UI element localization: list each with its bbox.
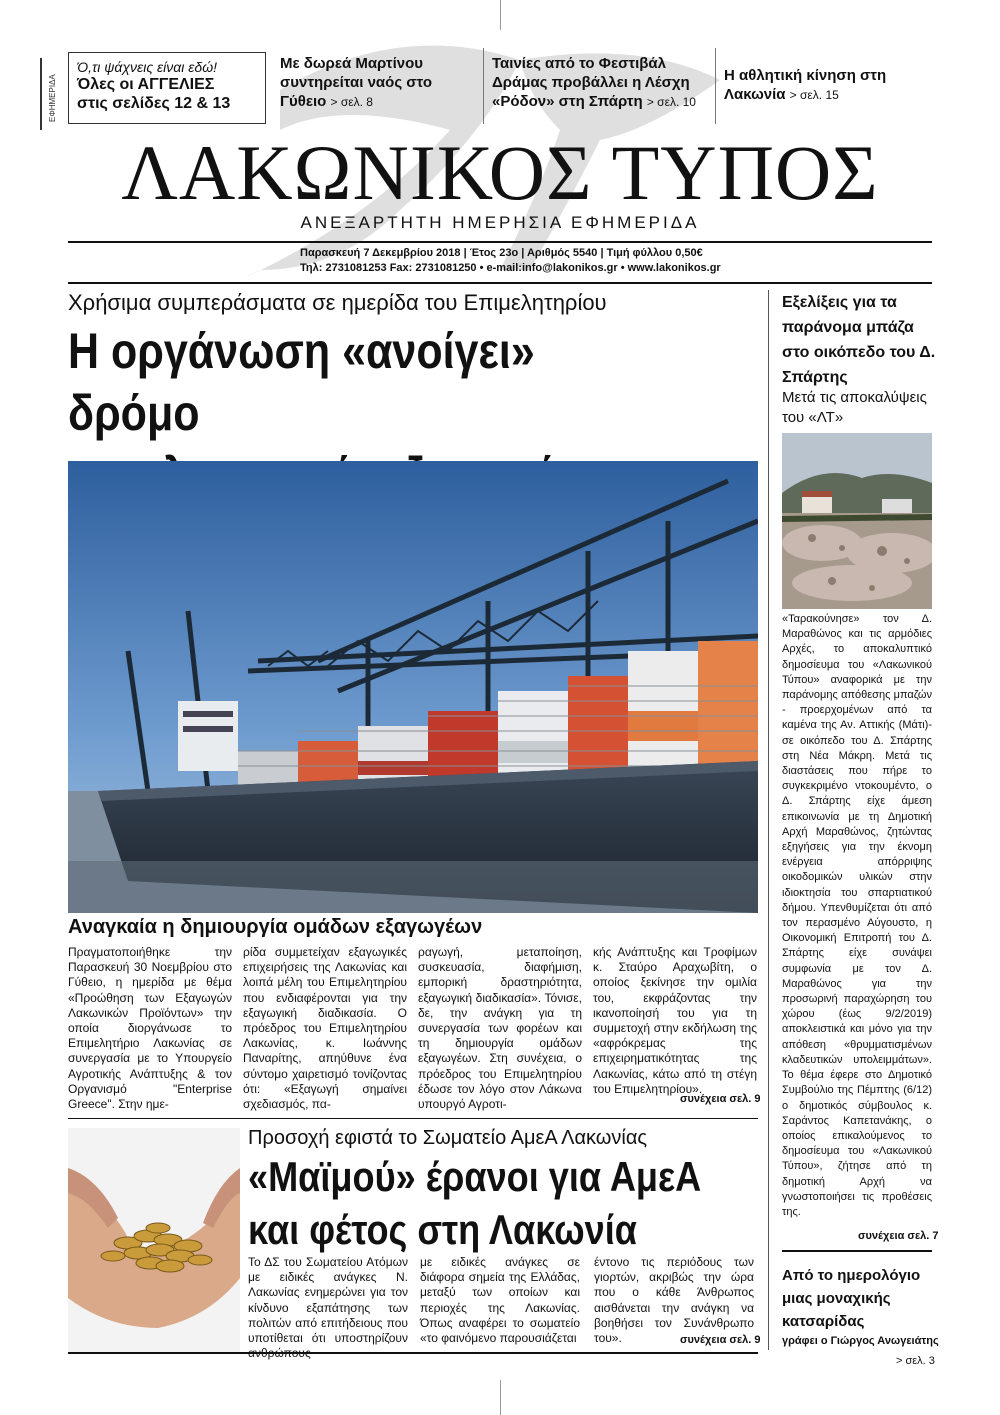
crop-mark-bottom <box>500 1380 501 1415</box>
classifieds-box[interactable] <box>68 52 266 124</box>
second-headline-line2: και φέτος στη Λακωνία <box>248 1206 638 1253</box>
teaser-1-ref: > σελ. 8 <box>330 95 373 109</box>
issue-info: Παρασκευή 7 Δεκεμβρίου 2018 | Έτος 23ο | Αριθμός 5540 | Τιμή φύλλου 0,50€ <box>300 247 703 259</box>
crop-mark-top <box>500 0 501 30</box>
sidebar-page-ref[interactable]: > σελ. 3 <box>896 1355 935 1367</box>
sidebar-headline[interactable]: Εξελίξεις για τα παράνομα μπάζα στο οικόπεδο του Δ. Σπάρτης <box>782 294 936 386</box>
classifieds-line3: στις σελίδες 12 & 13 <box>77 95 231 112</box>
teaser-divider <box>483 48 484 124</box>
sidebar-byline: γράφει ο Γιώργος Ανωγειάτης <box>782 1335 939 1347</box>
teaser-2-title: Ταινίες από το Φεστιβάλ Δράμας προβάλλει η Λέσχη «Ρόδον» στη Σπάρτη <box>492 55 690 110</box>
teaser-2[interactable] <box>492 54 717 112</box>
second-kicker: Προσοχή εφιστά το Σωματείο ΑμεΑ Λακωνίας <box>248 1127 648 1149</box>
divider <box>68 282 932 284</box>
second-col-3: έντονο τις περιόδους των γιορτών, ακριβώς την ώρα που ο κάθε Άνθρωπος αισθάνεται την ανάγκη να βοηθήσει τον Συνάνθρωπο του». <box>594 1255 754 1346</box>
second-col-1: Το ΔΣ του Σωματείου Ατόμων με ειδικές ανάγκες Ν. Λακωνίας ενημερώνει για τον κίνδυνο εξαπάτησης των πολιτών από επιτήδειους που υποτίθεται ότι υποστηρίζουν <box>248 1255 408 1346</box>
main-continue-link[interactable]: συνέχεια σελ. 9 <box>680 1093 761 1105</box>
divider <box>782 1250 932 1252</box>
second-col-2: με ειδικές ανάγκες σε διάφορα σημεία της Ελλάδας, μεταξύ των οποίων και περιοχές της Λακωνίας. Όπως αναφέρει το σωματείο «το φαινόμενο παρουσιάζεται <box>420 1255 580 1346</box>
divider <box>68 1118 758 1119</box>
masthead-tagline: ΑΝΕΞΑΡΤΗΤΗ ΗΜΕΡΗΣΙΑ ΕΦΗΜΕΡΙΔΑ <box>300 213 700 232</box>
second-headline-line1: «Μαϊμού» έρανοι για ΑμεΑ <box>248 1153 702 1200</box>
teaser-2-ref: > σελ. 10 <box>646 95 696 109</box>
cargo-ship-photo <box>68 461 758 913</box>
sidebar-subhead: Μετά τις αποκαλύψεις του «ΛΤ» <box>782 389 927 426</box>
teaser-divider <box>715 48 716 124</box>
masthead-title: ΛΑΚΩΝΙΚΟΣ ΤΥΠΟΣ <box>121 129 879 216</box>
divider <box>68 1352 758 1354</box>
main-kicker: Χρήσιμα συμπεράσματα σε ημερίδα του Επιμελητηρίου <box>68 290 607 315</box>
rubble-lot-photo <box>782 433 932 609</box>
contact-info: Τηλ: 2731081253 Fax: 2731081250 • e-mail:info@lakonikos.gr • www.lakonikos.gr <box>300 262 721 274</box>
main-headline-line1: Η οργάνωση «ανοίγει» δρόμο <box>68 323 535 441</box>
sidebar-headline-2[interactable]: Από το ημερολόγιο μιας μοναχικής κατσαρίδας <box>782 1267 921 1330</box>
main-story-body <box>68 945 758 1115</box>
top-teasers <box>40 48 932 130</box>
sidebar-continue-link[interactable]: συνέχεια σελ. 7 <box>858 1230 939 1242</box>
main-subhead: Αναγκαία η δημιουργία ομάδων εξαγωγέων <box>68 916 483 938</box>
teaser-1[interactable] <box>280 54 470 112</box>
divider <box>68 241 932 243</box>
teaser-3[interactable] <box>724 66 914 105</box>
hands-coins-photo <box>68 1128 240 1352</box>
classifieds-line1: Ό,τι ψάχνεις είναι εδώ! <box>77 59 217 75</box>
sidebar-body: «Ταρακούνησε» τον Δ. Μαραθώνος και τις αρμόδιες Αρχές, το αποκαλυπτικό δημοσίευμα του «Λακωνικού Τύπου» αναφορικά με την παράνομης απόθεσης μπαζών - προερχομένων από τα καμένα της Αν. Αττικής (Μάτι)- σε οικόπεδο του Δ. Σπάρτης στη Νέα Μάκρη. Μετά τις διαστάσεις που πήρε το συγκεκριμένο ντοκουμέντο, ο Δ. Σπάρτης είχε άμεση επικοινωνία με τη Δημοτική Αρχή Μαραθώνος, ζητώντας εξηγήσεις για την έκνομη ενέργεια απόρριψης οικοδομικών υλικών στην ιδιοκτησία του σπαρτιατικού δήμου. Υπενθυμίζεται ότι από τον περασμένο Αύγουστο, η Οικονομική Επιτροπή του Δ. Σπάρτης είχε συνάψει συμφωνία με τον Δ. Μαραθώνος για την προσωρινή παραχώρηση του χώρου (έως 9/2/2019) αποκλειστικά και μόνο για την απόθεση «θρυμματισμένων κλαδευτικών υπολειμμάτων». Το θέμα έφερε στο Δημοτικό Συμβούλιο της Πέμπτης (6/12) ο δημοτικός σύμβουλος κ. Σαράντος Καπετανάκης, ο οποίος επικαλούμενος το δημοσίευμα του «Λακωνικού Τύπου», ζήτησε από τη δημοτική Αρχή να γνωστοποιήσει τις προθέσεις της. <box>782 613 932 1218</box>
main-col-3: ραγωγή, μεταποίηση, συσκευασία, διαφήμιση, εμπορική δραστηριότητα, εξαγωγική διαδικασία». Τόνισε, δε, την ανάγκη για τη συνεργασία των φορέων και τη δημιουργία ομάδων εξαγωγέων. Στη συνέχεια, ο πρόεδρος του Επιμελητηρίου έδωσε τον λόγο στον Λάκωνα υπουργό Αγροτι- <box>418 945 582 1112</box>
main-col-2: ρίδα συμμετείχαν εξαγωγικές επιχειρήσεις της Λακωνίας και λοιπά μέλη του Επιμελητηρίου που ενδιαφέρονται για την εξαγωγική διαδικασία. Ο πρόεδρος του Επιμελητηρίου Λακωνίας, κ. Ιωάννης Παναρίτης, απηύθυνε ένα σύντομο χαιρετισμό τονίζοντας ότι: «Εξαγωγή σημαίνει σχεδιασμός, πα- <box>243 945 407 1112</box>
classifieds-line2: Όλες οι ΑΓΓΕΛΙΕΣ <box>77 76 215 93</box>
teaser-3-ref: > σελ. 15 <box>789 88 839 102</box>
teaser-3-title: Η αθλητική κίνηση στη Λακωνία <box>724 67 887 103</box>
teaser-1-title: Με δωρεά Μαρτίνου συντηρείται ναός στο Γύθειο <box>280 55 432 110</box>
column-divider <box>768 290 769 1350</box>
publisher-logo: ΕΦΗΜΕΡΙΔΑ <box>40 58 64 130</box>
main-col-1: Πραγματοποιήθηκε την Παρασκευή 30 Νοεμβρίου στο Γύθειο, η ημερίδα με θέμα «Προώθηση των Εξαγωγών Λακωνικών Προϊόντων» την οποία διοργάνωσε το Επιμελητήριο Λακωνίας σε συνεργασία με το Υπουργείο Αγροτικής Ανάπτυξης & τον Οργανισμό "Enterprise Greece". Στην ημε- <box>68 945 232 1112</box>
main-col-4: κής Ανάπτυξης και Τροφίμων κ. Σταύρο Αραχωβίτη, ο οποίος ξεκίνησε την ομιλία του, εκφράζοντας την ικανοποίησή του για τη συμμετοχή στην εκδήλωση της «αφρόκρεμας της επιχειρηματικότητας της Λακωνίας, κάτω από τη στέγη του Επιμελητηρίου». <box>593 945 757 1096</box>
second-continue-link[interactable]: συνέχεια σελ. 9 <box>680 1334 761 1346</box>
second-headline[interactable] <box>248 1150 730 1256</box>
